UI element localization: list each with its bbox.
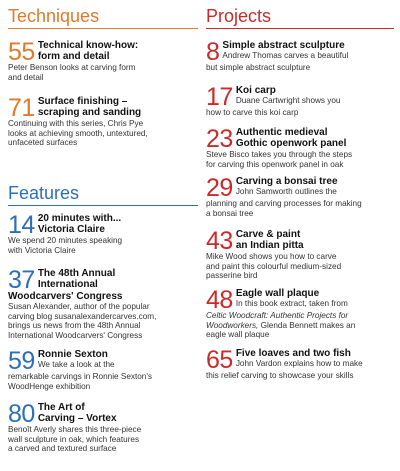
entry-description: In this book extract, taken from <box>235 299 348 308</box>
entry-description: Benoît Averly shares this three-piece <box>8 425 142 434</box>
entry-description: planning and carving processes for making <box>206 199 362 208</box>
contents-entry[interactable] <box>8 213 198 255</box>
entry-description: but simple abstract sculpture <box>206 63 311 72</box>
entry-title: Carving a bonsai tree <box>235 176 338 187</box>
contents-entry[interactable] <box>8 349 198 391</box>
entry-title: Carving – Vortex <box>37 413 117 424</box>
contents-entry[interactable] <box>206 288 394 340</box>
entry-title: Five loaves and two fish <box>235 348 351 359</box>
entry-title: Gothic openwork panel <box>235 138 347 149</box>
entry-title: Technical know-how: <box>37 40 139 51</box>
page-number: 23 <box>206 125 233 153</box>
projects-heading: Projects <box>206 6 394 29</box>
entry-title: Carve & paint <box>235 229 301 240</box>
entry-description <box>206 311 394 321</box>
entry-description: eagle wall plaque <box>206 330 270 340</box>
entry-description: carving blog susanalexandercarves.com, <box>8 311 157 321</box>
entry-description: Duane Cartwright shows you <box>235 96 341 105</box>
contents-entry[interactable] <box>206 229 394 281</box>
entry-description: Andrew Thomas carves a beautiful <box>222 51 349 60</box>
page-number: 29 <box>206 174 233 202</box>
entry-description: with Victoria Claire <box>8 245 76 255</box>
entry-description: Mike Wood shows you how to carve <box>206 252 337 261</box>
entry-title: Eagle wall plaque <box>235 288 320 299</box>
entry-description: and paint this colourful medium-sized <box>206 261 342 271</box>
page-number: 59 <box>8 347 35 375</box>
entry-title: Simple abstract sculpture <box>222 40 345 51</box>
entry-description: John Samworth outlines the <box>235 187 337 196</box>
page-number: 80 <box>8 400 35 428</box>
page-number: 8 <box>206 38 220 66</box>
entry-description: WoodHenge exhibition <box>8 381 91 391</box>
contents-entry[interactable] <box>206 176 394 218</box>
entry-description: Peter Benson looks at carving form <box>8 63 136 72</box>
entry-description: John Vardon explains how to make <box>235 359 363 368</box>
entry-description: passerine bird <box>206 271 258 281</box>
contents-entry[interactable] <box>206 348 394 381</box>
entry-description: looks at achieving smooth, untextured, <box>8 128 148 138</box>
entry-description: remarkable carvings in Ronnie Sexton's <box>8 372 153 381</box>
entry-title: scraping and sanding <box>37 107 142 118</box>
entry-description: Susan Alexander, author of the popular <box>8 302 150 311</box>
page-number: 43 <box>206 227 233 255</box>
entry-description: We take a look at the <box>37 360 115 369</box>
page-number: 71 <box>8 94 35 122</box>
entry-description: unfaceted surfaces <box>8 138 78 148</box>
entry-title: form and detail <box>37 51 110 62</box>
page-number: 65 <box>206 346 233 374</box>
entry-description: and detail <box>8 72 44 82</box>
entry-title: International <box>37 279 98 290</box>
book-title: Woodworkers, <box>206 320 259 330</box>
page-number: 55 <box>8 38 35 66</box>
entry-description: a carved and textured surface <box>8 444 117 454</box>
contents-entry[interactable] <box>206 85 394 118</box>
page-number: 48 <box>206 286 233 314</box>
entry-description: for carving this openwork panel in oak <box>206 159 344 169</box>
contents-entry[interactable] <box>8 96 198 148</box>
entry-description: Steve Bisco takes you through the steps <box>206 150 353 159</box>
entry-description: International Woodcarvers' Congress <box>8 330 143 340</box>
entry-description: Continuing with this series, Chris Pye <box>8 119 144 128</box>
entry-description: wall sculpture in oak, which features <box>8 434 140 444</box>
entry-description: this relief carving to showcase your skills <box>206 371 354 380</box>
contents-entry[interactable] <box>8 40 198 82</box>
entry-title: Authentic medieval <box>235 127 328 138</box>
book-title: Celtic Woodcraft: Authentic Projects for <box>206 311 349 320</box>
contents-entry[interactable] <box>8 402 198 454</box>
contents-entry[interactable] <box>206 40 394 73</box>
entry-title: Ronnie Sexton <box>37 349 108 360</box>
entry-title: Surface finishing – <box>37 96 128 107</box>
entry-title: The Art of <box>37 402 85 413</box>
page-number: 17 <box>206 83 233 111</box>
contents-entry[interactable] <box>8 268 198 340</box>
entry-title: Victoria Claire <box>37 224 105 235</box>
entry-title: Koi carp <box>235 85 276 96</box>
entry-description: a bonsai tree <box>206 208 254 218</box>
features-heading: Features <box>8 183 198 206</box>
page-number: 14 <box>8 211 35 239</box>
contents-entry[interactable] <box>206 127 394 169</box>
entry-title: 20 minutes with... <box>37 213 122 224</box>
entry-title: Woodcarvers' Congress <box>8 291 123 302</box>
entry-description: how to carve this koi carp <box>206 108 299 117</box>
entry-description: We spend 20 minutes speaking <box>8 236 123 245</box>
entry-description: brings us news from the 48th Annual <box>8 321 141 331</box>
techniques-heading: Techniques <box>8 6 198 29</box>
entry-title: an Indian pitta <box>235 240 304 251</box>
entry-description-text: Glenda Bennett makes an <box>258 320 356 330</box>
entry-title: The 48th Annual <box>37 268 116 279</box>
page-number: 37 <box>8 266 35 294</box>
entry-description <box>206 321 394 331</box>
